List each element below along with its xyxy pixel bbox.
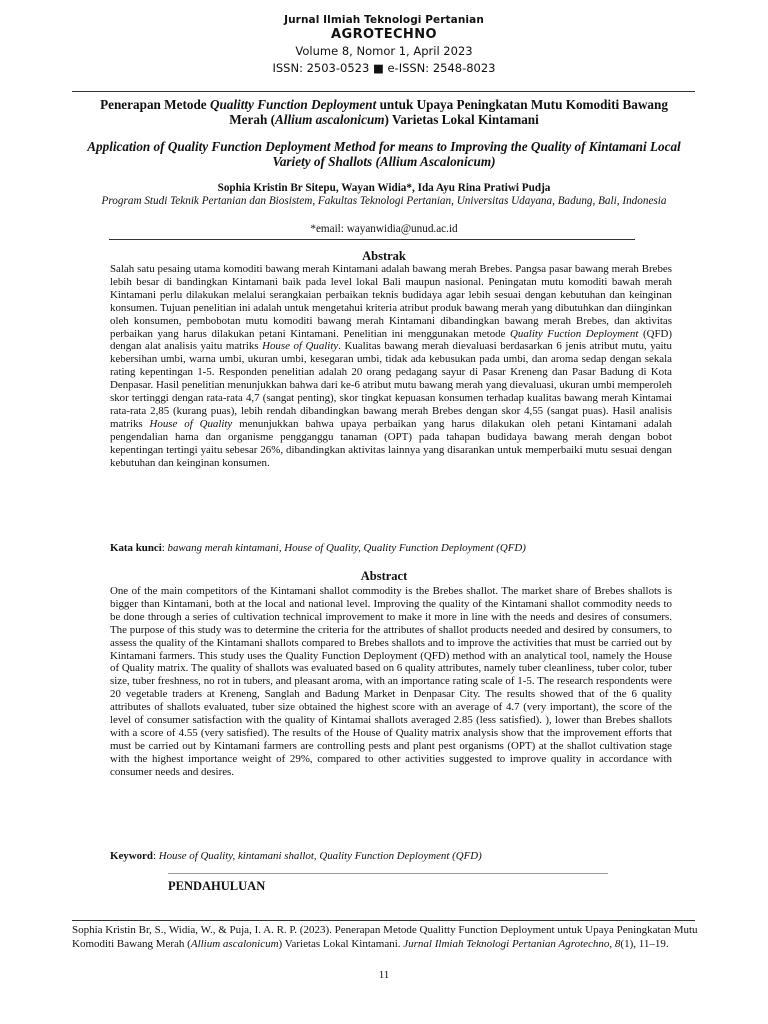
section-heading-pendahuluan: PENDAHULUAN (168, 879, 266, 893)
citation-footer (72, 924, 702, 951)
citation-part4: Jurnal Ilmiah Teknologi Pertanian Agrotechno (403, 937, 610, 950)
journal-volume: Volume 8, Nomor 1, April 2023 (295, 44, 473, 58)
author-list: Sophia Kristin Br Sitepu, Wayan Widia*, Ida Ayu Rina Pratiwi Pudja (217, 182, 551, 194)
article-title-indonesian (80, 98, 688, 127)
abstrak-seg2: Quality Fuction Deployment (510, 327, 639, 340)
page-number: 11 (378, 969, 390, 981)
abstrak-seg5: . Kualitas bawang merah dievaluasi berdasarkan 6 jenis atribut mutu, yaitu kebersihan umbi, warna umbi, ukuran umbi, kesegaran umbi, tidak ada kebusukan pada umbi, dan aroma sedap dengan sekala rating kepentingan 1-5. Responden penelitian adalah 20 orang pedagang sayur di Pasar Kreneng dan Pasar Badung di Kota Denpasar. Hasil penelitian menunjukkan bahwa dari ke-6 atribut mutu bawang merah yang dievaluasi, ukuran umbi memperoleh skor tertinggi dengan rata-rata 4,7 (sangat penting), skor tingkat kepuasan konsumen terhadap kualitas bawang merah Kintamai rata-rata 2,85 (kurang puas), lebih rendah dibandingkan bawang merah Brebes dengan skor 4,55 (sangat puas). Hasil analisis matriks (110, 340, 672, 430)
citation-part3: ) Varietas Lokal Kintamani. (278, 937, 404, 950)
journal-issn: ISSN: 2503-0523 ■ e-ISSN: 2548-8023 (272, 61, 496, 75)
abstrak-seg6: House of Quality (149, 417, 233, 430)
abstrak-seg7: menunjukkan bahwa upaya perbaikan yang harus dilakukan oleh petani Kintamani adalah pengendalian hama dan organisme pengganggu tanaman (OPT) pada tahapan budidaya bawang merah dengan bobot kepentingan tertingi yaitu sebesar 26%, dibandingkan aktivitas lainnya yang disarankan untuk memperbaiki mutu sesuai dengan kebutuhan dan keinginan konsumen. (110, 417, 672, 469)
author-divider (109, 239, 635, 240)
citation-part2: Allium ascalonicum (190, 937, 279, 950)
keyword-colon: : (152, 850, 159, 862)
abstract-divider (168, 873, 608, 874)
kata-kunci (110, 542, 672, 555)
title-id-part1: Penerapan Metode (100, 97, 210, 112)
citation-part7: (1), 11–19. (620, 937, 669, 950)
title-id-part3: untuk Upaya Peningkatan Mutu Komoditi Bawang Merah ( (229, 97, 668, 127)
abstract-heading: Abstract (360, 569, 408, 583)
keyword-text: House of Quality, kintamani shallot, Quality Function Deployment (QFD) (158, 850, 482, 862)
corresponding-email: *email: wayanwidia@unud.ac.id (310, 223, 458, 235)
journal-short-name: AGROTECHNO (331, 27, 437, 42)
keyword-label: Keyword (110, 850, 153, 862)
abstrak-heading: Abstrak (362, 249, 406, 263)
abstract-body: One of the main competitors of the Kintamani shallot commodity is the Brebes shallot. The market share of Brebes shallots is bigger than Kintamani, both at the local and national level. Improving the quality of the Kintamani shallot commodity needs to be done through a series of cultivation technical improvement to make it more in line with the needs and desires of consumers. The purpose of this study was to determine the criteria for the attributes of shallot products needed and desired by consumers, to assess the quality of the Kintamani shallots compared to Brebes shallots and to improve the activities that must be carried out by Kintamani farmers. This study uses the Quality Function Deployment (QFD) method with an analytical tool, namely the House of Quality matrix. The quality of shallots was evaluated based on 6 quality attributes, namely tuber cleanliness, tuber color, tuber size, tuber freshness, no rot in tubers, and pleasant aroma, with an importance rating scale of 1-5. The research respondents were 20 vegetable traders at Kreneng, Sanglah and Badung Market in Denpasar City. The results showed that of the 6 quality attributes of shallots evaluated, tuber size obtained the highest score with an average of 4.7 (very important), the score of the level of consumer satisfaction with the quality of Kintamai shallots averaged 2.85 (less satisfied). ), lower than Brebes shallots with a score of 4.55 (very satisfied). The results of the House of Quality matrix analysis show that the improvement efforts that must be carried out by Kintamani farmers are controlling pests and plant pest organisms (OPT) at the shallot cultivation stage with the highest importance weight of 29%, compared to other activities suggested to improve quality in accordance with consumer needs and desires. (110, 585, 672, 778)
abstrak-seg1: Salah satu pesaing utama komoditi bawang merah Kintamani adalah bawang merah Brebes. Pangsa pasar bawang merah Brebes lebih besar di bandingkan Kintamani baik pada level lokal Bali maupun nasional. Peningatan mutu komoditi bawah merah Kintamani perlu dilakukan melalui serangkaian perbaikan teknis budidaya agar lebih sesuai dengan kebutuhan dan keinginan konsumen. Tujuan penelitian ini adalah untuk mengetahui kriteria atribut produk bawang merah yang dibutuhkan dan diinginkan oleh konsumen, pembobotan mutu komoditi bawang merah Kintamani dibandingkan bawang merah Brebes, dan aktivitas perbaikan yang harus dilakukan petani Kintamani. Penelitian ini menggunakan metode (110, 263, 672, 340)
kata-kunci-text: bawang merah kintamani, House of Quality, Quality Function Deployment (QFD) (167, 542, 526, 554)
citation-part1: Sophia Kristin Br, S., Widia, W., & Puja, I. A. R. P. (2023). Penerapan Metode Qualitty Function Deployment untuk Upaya Peningkatan Mutu Komoditi Bawang Merah ( (72, 924, 698, 950)
citation-part5: , (609, 937, 615, 950)
author-affiliation: Program Studi Teknik Pertanian dan Biosistem, Fakultas Teknologi Pertanian, Universitas Udayana, Badung, Bali, Indonesia (101, 195, 667, 207)
article-title-english: Application of Quality Function Deployment Method for means to Improving the Quality of Kintamani Local Variety of Shallots (Allium Ascalonicum) (87, 139, 681, 169)
footer-divider (72, 920, 695, 921)
title-id-part4: Allium ascalonicum (274, 111, 385, 127)
abstrak-seg4: House of Quality (262, 340, 339, 353)
keyword (110, 850, 672, 863)
title-id-part2: Qualitty Function Deployment (209, 97, 377, 112)
title-id-part5: ) Varietas Lokal Kintamani (384, 111, 539, 127)
abstrak-seg3: (QFD) dengan alat analisis yaitu matriks (110, 327, 673, 353)
journal-header (0, 14, 768, 76)
header-divider (72, 91, 695, 92)
citation-part6: 8 (614, 937, 621, 950)
abstrak-body (110, 263, 672, 470)
kata-kunci-label: Kata kunci (110, 542, 162, 554)
kata-kunci-colon: : (161, 542, 168, 554)
journal-name: Jurnal Ilmiah Teknologi Pertanian (284, 14, 484, 26)
